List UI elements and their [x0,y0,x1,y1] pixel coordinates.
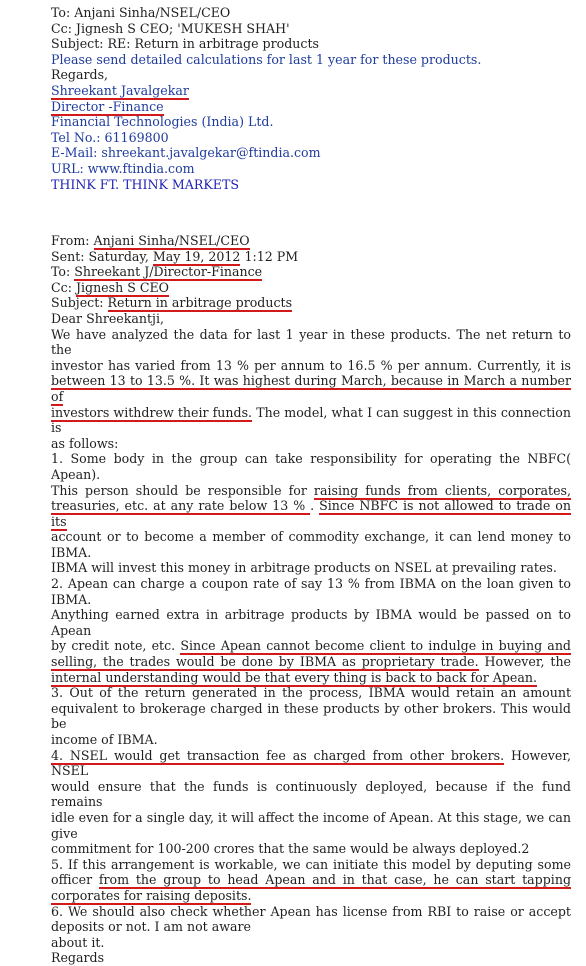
para-text: officer [51,872,99,888]
point-2-line-3 [51,638,571,654]
signature-email[interactable]: E-Mail: shreekant.javalgekar@ftindia.com [51,145,321,161]
point-2-line-2: Anything earned extra in arbitrage products by IBMA would be passed on to Apean [51,607,571,638]
para-line-1: We have analyzed the data for last 1 year in these products. The net return to the [51,326,571,358]
original-to [51,264,571,280]
point-2-line-4 [51,654,571,670]
highlight-text: between 13 to 13.5 %. It was highest during March, because in March a number of [51,373,571,404]
point-4-line-1 [51,748,571,779]
point-2-line-5 [51,670,571,686]
point-6-line-3: about it. [51,934,105,950]
point-1-line-2 [51,483,571,499]
para-line-4 [51,405,571,436]
sent-date: May 19, 2012 [152,248,241,264]
highlight-text: Since NBFC is not allowed to trade on its [51,498,571,529]
cc-label: Cc: [51,279,76,295]
original-subject [51,295,571,311]
signature-title [51,99,571,115]
point-3-line-1: 3. Out of the return generated in the process, IBMA would retain an amount [51,685,571,701]
signature-tel: Tel No.: 61169800 [51,129,169,145]
point-6-line-2: deposits or not. I am not aware [51,919,251,935]
highlight-text: 4. NSEL would get transaction fee as charged from other brokers. [51,747,505,763]
point-3-line-3: income of IBMA. [51,732,158,747]
closing-regards: Regards [51,950,105,966]
para-text: However, NSEL [51,747,571,779]
signature-company: Financial Technologies (India) Ltd. [51,114,274,130]
point-4-line-2: would ensure that the funds is continuously deployed, because if the fund remains [51,778,571,810]
point-1-line-3 [51,498,571,529]
para-text: . [310,498,320,514]
cc-value: Jignesh S CEO [75,279,170,295]
para-line-3 [51,373,571,404]
para-text: by credit note, etc. [51,638,181,654]
signature-name-text: Shreekant Javalgekar [51,82,189,98]
para-text: This person should be responsible for [51,482,314,498]
para-text: However, the [478,654,572,670]
signature-url[interactable]: URL: www.ftindia.com [51,160,195,176]
point-5-line-1: 5. If this arrangement is workable, we can initiate this model by deputing some [51,856,571,872]
from-value: Anjani Sinha/NSEL/CEO [93,233,250,248]
highlight-text: corporates for raising deposits. [51,887,252,903]
reply-subject: Subject: RE: Return in arbitrage products [51,36,319,52]
highlight-text: internal understanding would be that every thing is back to back for Apean. [51,669,538,685]
para-text: The model, what I can suggest in this connection is [51,404,571,436]
point-1-line-4: account or to become a member of commodity exchange, it can lend money to IBMA. [51,529,571,560]
signature-tagline: THINK FT. THINK MARKETS [51,176,239,192]
highlight-text: investors withdrew their funds. [51,404,253,420]
highlight-text: treasuries, etc. at any rate below 13 % [51,498,311,514]
subject-label: Subject: [51,295,108,311]
original-from [51,233,571,249]
point-3-line-2: equivalent to brokerage charged in these products by other brokers. This would be [51,700,571,732]
reply-regards: Regards, [51,67,109,83]
original-sent [51,249,571,265]
original-cc [51,280,571,296]
point-4-line-3: idle even for a single day, it will affect the income of Apean. At this stage, we can give [51,809,571,841]
to-value: Shreekant J/Director-Finance [74,264,263,280]
point-5-line-2 [51,872,571,888]
to-label: To: [51,264,75,280]
highlight-text: selling, the trades would be done by IBMA as proprietary trade. [51,654,479,670]
point-5-line-3 [51,888,571,904]
para-line-5: as follows: [51,435,119,451]
highlight-text: from the group to head Apean and in that case, he can start tapping [98,872,571,888]
point-4-line-4: commitment for 100-200 crores that the same would be always deployed.2 [51,841,530,857]
signature-title-text: Director -Finance [51,98,164,114]
highlight-text: raising funds from clients, corporates, [313,482,571,498]
sent-time: 1:12 PM [240,248,299,264]
para-line-2: investor has varied from 13 % per annum to 16.5 % per annum. Currently, it is [51,357,571,373]
point-6-line-1: 6. We should also check whether Apean has license from RBI to raise or accept [51,903,571,919]
signature-name [51,83,571,99]
original-message [51,233,571,966]
subject-value: Return in arbitrage products [107,295,293,311]
reply-to: To: Anjani Sinha/NSEL/CEO [51,5,231,20]
greeting: Dear Shreekantji, [51,310,164,326]
highlight-text: Since Apean cannot become client to indulge in buying and [180,638,571,654]
point-1-line-5: IBMA will invest this money in arbitrage products on NSEL at prevailing rates. [51,560,557,576]
reply-request: Please send detailed calculations for last 1 year for these products. [51,51,482,67]
sent-label: Sent: Saturday, [51,248,153,264]
reply-header [51,5,571,192]
reply-cc: Cc: Jignesh S CEO; 'MUKESH SHAH' [51,20,290,36]
from-label: From: [51,233,94,248]
point-2-line-1: 2. Apean can charge a coupon rate of say 13 % from IBMA on the loan given to IBMA. [51,576,571,607]
point-1-line-1: 1. Some body in the group can take responsibility for operating the NBFC( Apean). [51,451,571,482]
